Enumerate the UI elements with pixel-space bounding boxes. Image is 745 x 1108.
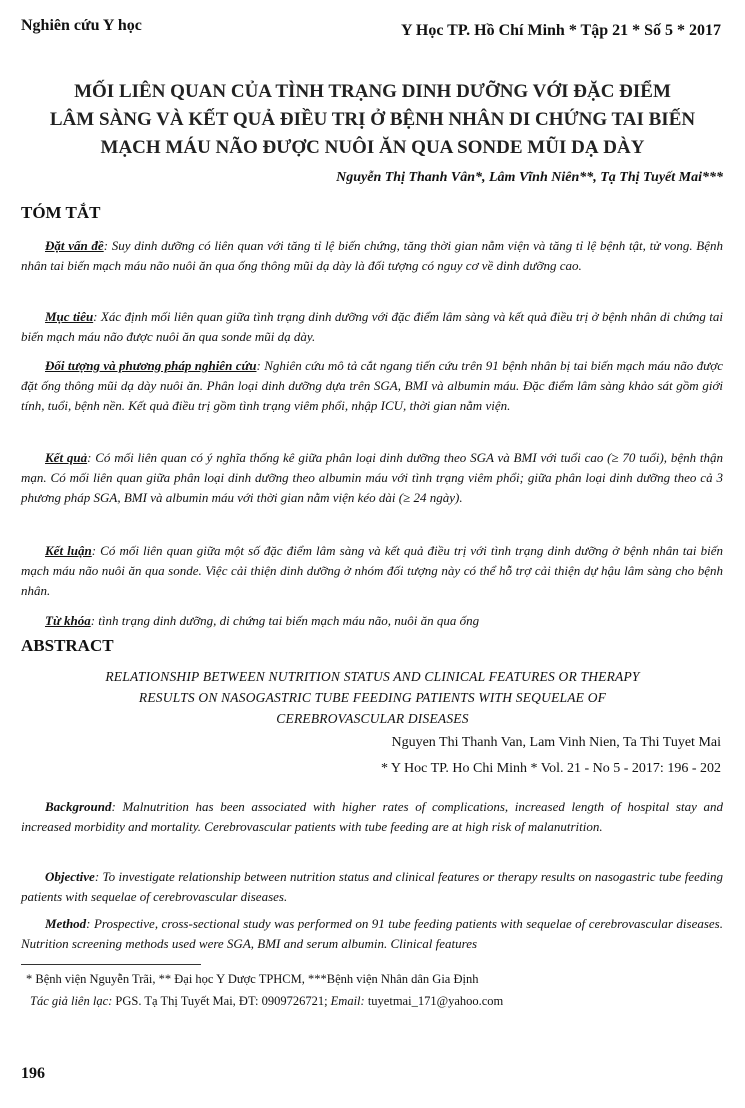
section-label: Kết quả bbox=[45, 450, 88, 465]
section-text: : tình trạng dinh dưỡng, di chứng tai biến mạch máu não, nuôi ăn qua ống bbox=[90, 613, 480, 628]
section-label: Background bbox=[45, 799, 112, 814]
footnote-affiliations: * Bệnh viện Nguyễn Trãi, ** Đại học Y Dược TPHCM, ***Bệnh viện Nhân dân Gia Định bbox=[26, 972, 479, 986]
abstract-method bbox=[21, 914, 723, 954]
section-text: : Có mối liên quan giữa một số đặc điểm lâm sàng và kết quả điều trị với tình trạng dinh dưỡng ở bệnh nhân tai biến mạch máu não nuôi ăn qua sonde. Việc cải thiện dinh dưỡng ở nhóm đối tượng này có thể hỗ trợ cải thiện dự hậu lâm sàng cho bệnh nhân. bbox=[21, 543, 724, 598]
contact-name: PGS. Tạ Thị Tuyết Mai, ĐT: 0909726721; bbox=[112, 994, 331, 1008]
section-text: : Nghiên cứu mô tả cắt ngang tiến cứu trên 91 bệnh nhân bị tai biến mạch máu não được đặt ống thông mũi dạ dày nuôi ăn. Phân loại dinh dưỡng dựa trên SGA, BMI và albumin máu. Đặc điểm lâm sàng khảo sát gồm giới tính, tuổi, bệnh nền. Kết quả điều trị gồm tình trạng viêm phổi, nhập ICU, thời gian nằm viện. bbox=[21, 358, 723, 413]
footnote-contact bbox=[30, 994, 503, 1009]
section-label: Method bbox=[45, 916, 87, 931]
abstract-heading: ABSTRACT bbox=[21, 636, 114, 655]
email-label: Email: bbox=[330, 994, 365, 1008]
contact-label: Tác giả liên lạc: bbox=[30, 994, 113, 1008]
english-title bbox=[30, 666, 715, 729]
section-label: Đối tượng và phương pháp nghiên cứu bbox=[45, 358, 257, 373]
abstract-background bbox=[21, 797, 723, 837]
title-line: MẠCH MÁU NÃO ĐƯỢC NUÔI ĂN QUA SONDE MŨI DẠ DÀY bbox=[100, 137, 645, 158]
contact-email: tuyetmai_171@yahoo.com bbox=[364, 994, 504, 1008]
footnote-divider bbox=[21, 964, 201, 965]
english-title-line: CEREBROVASCULAR DISEASES bbox=[276, 711, 469, 726]
section-text: : Xác định mối liên quan giữa tình trạng dinh dưỡng với đặc điểm lâm sàng và kết quả điều trị ở bệnh nhân di chứng tai biến mạch máu não được nuôi ăn qua sonde mũi dạ dày. bbox=[21, 309, 723, 344]
abstract-objective bbox=[21, 867, 723, 907]
section-label: Kết luận bbox=[45, 543, 92, 558]
running-header-right: Y Học TP. Hồ Chí Minh * Tập 21 * Số 5 * 2017 bbox=[400, 22, 721, 39]
english-title-line: RESULTS ON NASOGASTRIC TUBE FEEDING PATIENTS WITH SEQUELAE OF bbox=[138, 690, 607, 705]
english-author-list: Nguyen Thi Thanh Van, Lam Vinh Nien, Ta Thi Tuyet Mai bbox=[391, 735, 721, 750]
section-label: Đặt vấn đề bbox=[45, 238, 104, 253]
summary-background bbox=[21, 236, 723, 276]
section-label: Objective bbox=[45, 869, 95, 884]
summary-heading: TÓM TẮT bbox=[21, 203, 101, 222]
section-text: : Có mối liên quan có ý nghĩa thống kê giữa phân loại dinh dưỡng theo SGA và BMI với tuổi cao (≥ 70 tuổi), bệnh thận mạn. Có mối liên quan giữa phân loại dinh dưỡng theo albumin máu với tình trạng viêm phổi; giữa phân loại dinh dưỡng theo cả 3 phương pháp SGA, BMI và albumin máu với thời gian nằm viện kéo dài (≥ 24 ngày). bbox=[21, 450, 723, 505]
section-label: Mục tiêu bbox=[45, 309, 94, 324]
section-text: : Prospective, cross-sectional study was performed on 91 tube feeding patients with sequelae of cerebrovascular diseases. Nutrition screening methods used were SGA, BMI and serum albumin. Clinical features bbox=[21, 916, 723, 951]
summary-results bbox=[21, 448, 723, 508]
author-list: Nguyễn Thị Thanh Vân*, Lâm Vĩnh Niên**, Tạ Thị Tuyết Mai*** bbox=[336, 170, 723, 185]
section-text: : Suy dinh dưỡng có liên quan với tăng tỉ lệ biến chứng, tăng thời gian nằm viện và tăng tỉ lệ bệnh tật, tử vong. Bệnh nhân tai biến mạch máu não nuôi ăn qua ống thông mũi dạ dày là đối tượng có nguy cơ về dinh dưỡng cao. bbox=[21, 238, 723, 273]
article-title bbox=[30, 78, 715, 162]
summary-keywords bbox=[21, 611, 723, 631]
citation: * Y Hoc TP. Ho Chi Minh * Vol. 21 - No 5 - 2017: 196 - 202 bbox=[380, 761, 721, 776]
running-header-left: Nghiên cứu Y học bbox=[21, 17, 142, 34]
section-text: : To investigate relationship between nutrition status and clinical features or therapy results on nasogastric tube feeding patients with sequelae of cerebrovascular diseases. bbox=[21, 869, 723, 904]
title-line: MỐI LIÊN QUAN CỦA TÌNH TRẠNG DINH DƯỠNG VỚI ĐẶC ĐIỂM bbox=[74, 81, 671, 102]
page-number: 196 bbox=[21, 1065, 45, 1082]
english-title-line: RELATIONSHIP BETWEEN NUTRITION STATUS AND CLINICAL FEATURES OR THERAPY bbox=[105, 669, 640, 684]
summary-methods bbox=[21, 356, 723, 416]
section-text: : Malnutrition has been associated with higher rates of complications, increased length of hospital stay and increased morbidity and mortality. Cerebrovascular patients with tube feeding are at high risk of malanutrition. bbox=[21, 799, 723, 834]
title-line: LÂM SÀNG VÀ KẾT QUẢ ĐIỀU TRỊ Ở BỆNH NHÂN DI CHỨNG TAI BIẾN bbox=[49, 109, 696, 130]
summary-objective bbox=[21, 307, 723, 347]
summary-conclusion bbox=[21, 541, 723, 601]
section-label: Từ khóa bbox=[45, 613, 91, 628]
